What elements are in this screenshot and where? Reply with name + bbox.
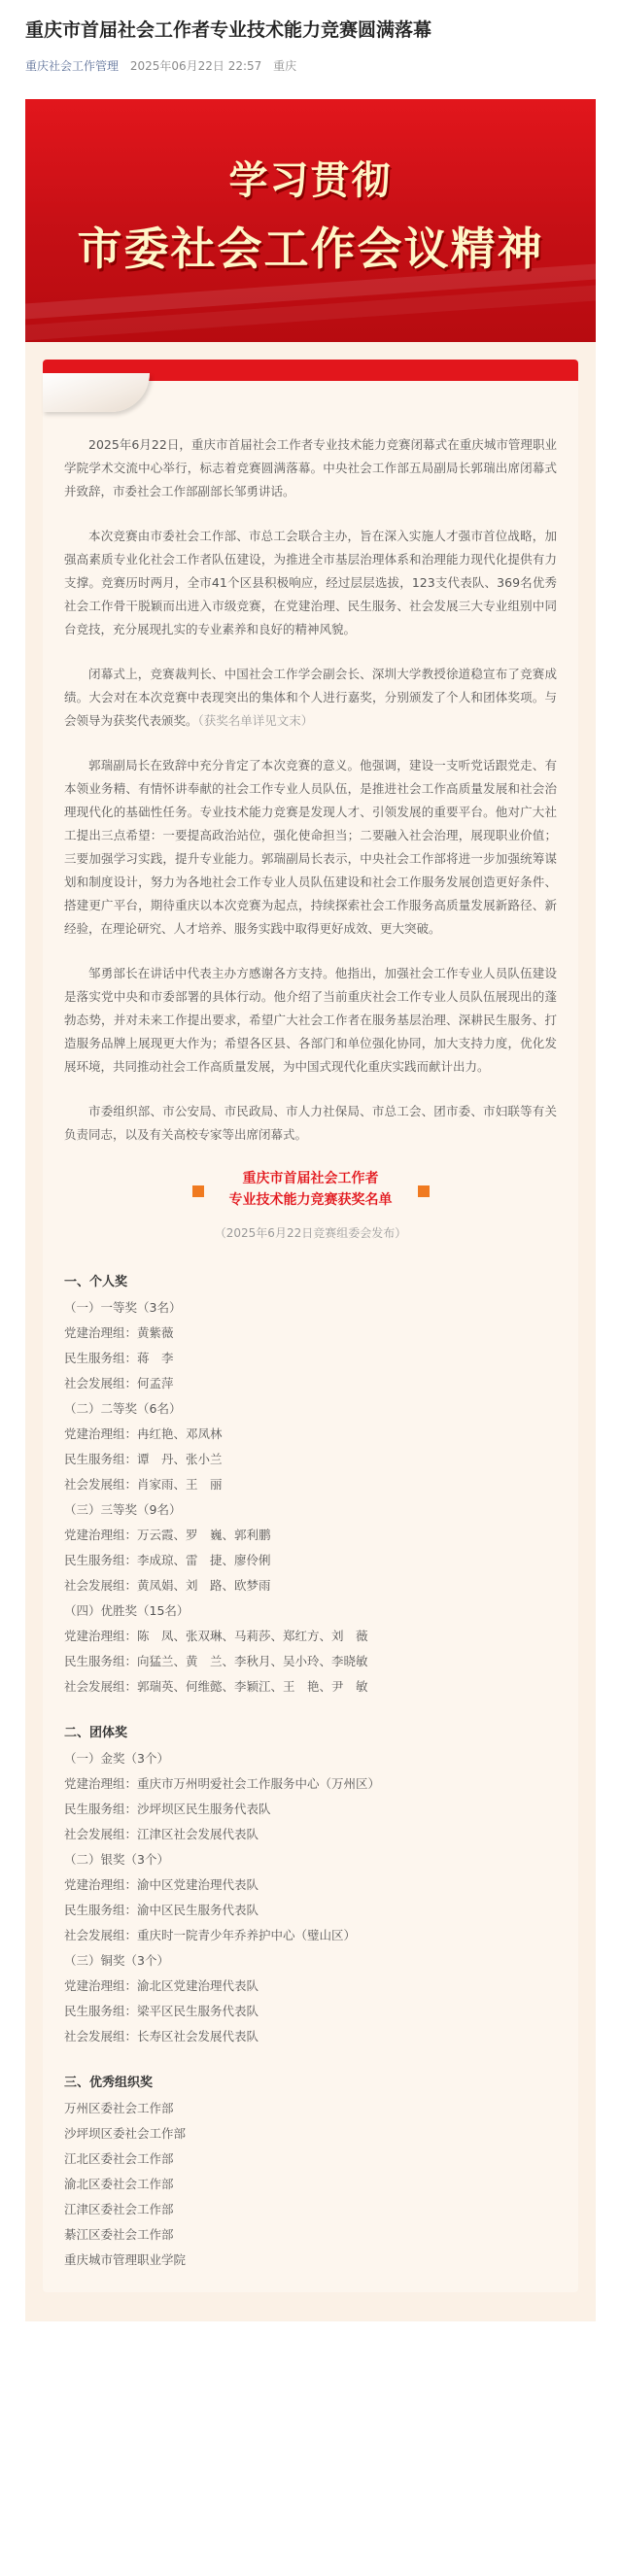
list-item: 社会发展组：长寿区社会发展代表队 (64, 2029, 259, 2044)
list-item: 党建治理组：渝北区党建治理代表队 (64, 1978, 259, 1993)
list-item: 党建治理组：冉红艳、邓凤林 (64, 1426, 223, 1441)
section-heading: 一、个人奖 (64, 1275, 128, 1289)
orange-square-icon (418, 1185, 430, 1197)
award-tier: （四）优胜奖（15名） (64, 1603, 190, 1618)
list-item: 万州区委社会工作部 (64, 2101, 174, 2115)
publish-time: 2025年06月22日 22:57 (129, 59, 262, 73)
award-tier: （三）三等奖（9名） (64, 1502, 182, 1517)
article-meta (25, 57, 596, 74)
award-release-date: （2025年6月22日竞赛组委会发布） (214, 1226, 407, 1240)
section-heading: 三、优秀组织奖 (64, 2076, 154, 2090)
list-item: 沙坪坝区委社会工作部 (64, 2126, 187, 2141)
list-item: 民生服务组：沙坪坝区民生服务代表队 (64, 1802, 271, 1816)
list-item: 民生服务组：梁平区民生服务代表队 (64, 2004, 259, 2018)
award-heading-line-1: 重庆市首届社会工作者 (242, 1171, 379, 1186)
account-name-link[interactable]: 重庆社会工作管理 (25, 59, 120, 73)
list-item: 党建治理组：万云霞、罗 巍、郭利鹏 (64, 1528, 271, 1542)
award-tier: （一）一等奖（3名） (64, 1300, 182, 1315)
award-tier: （三）铜奖（3个） (64, 1953, 169, 1968)
list-item: 江津区委社会工作部 (64, 2202, 174, 2216)
list-item: 綦江区委社会工作部 (64, 2227, 174, 2242)
list-item: 渝北区委社会工作部 (64, 2177, 174, 2191)
paragraph: 市委组织部、市公安局、市民政局、市人力社保局、市总工会、团市委、市妇联等有关负责同志，以及有关高校专家等出席闭幕式。 (64, 1104, 557, 1142)
article-poster (25, 99, 596, 2321)
list-item: 民生服务组：向猛兰、黄 兰、李秋月、吴小玲、李晓敏 (64, 1654, 368, 1668)
list-item: 社会发展组：肖家雨、王 丽 (64, 1477, 223, 1492)
list-item: 社会发展组：何孟萍 (64, 1376, 174, 1391)
publish-location: 重庆 (273, 59, 297, 73)
content-card (43, 360, 578, 2292)
list-item: 党建治理组：渝中区党建治理代表队 (64, 1877, 259, 1892)
paragraph: 本次竞赛由市委社会工作部、市总工会联合主办，旨在深入实施人才强市首位战略，加强高素质专业化社会工作者队伍建设，为推进全市基层治理体系和治理能力现代化提供有力支撑。竞赛历时两月，全市41个区县积极响应，经过层层选拔，123支代表队、369名优秀社会工作骨干脱颖而出进入市级竞赛，在党建治理、民生服务、社会发展三大专业组别中同台竞技，充分展现扎实的专业素养和良好的精神风貌。 (64, 529, 557, 636)
list-item: 党建治理组：陈 凤、张双琳、马莉莎、郑红方、刘 薇 (64, 1629, 368, 1643)
list-item: 社会发展组：江津区社会发展代表队 (64, 1827, 259, 1841)
list-item: 党建治理组：重庆市万州明爱社会工作服务中心（万州区） (64, 1776, 381, 1791)
theme-banner (25, 99, 596, 342)
list-item: 重庆城市管理职业学院 (64, 2252, 187, 2267)
award-tier: （二）二等奖（6名） (64, 1401, 182, 1416)
article-header (0, 0, 621, 74)
list-item: 民生服务组：谭 丹、张小兰 (64, 1452, 223, 1466)
section-heading: 二、团体奖 (64, 1726, 128, 1740)
list-item: 社会发展组：黄凤娟、刘 路、欧梦雨 (64, 1578, 271, 1593)
list-item: 民生服务组：渝中区民生服务代表队 (64, 1903, 259, 1917)
paragraph: 郭瑞副局长在致辞中充分肯定了本次竞赛的意义。他强调，建设一支听党话跟党走、有本领业务精、有情怀讲奉献的社会工作专业人员队伍，是推进社会工作高质量发展和社会治理现代化的基础性任务。专业技术能力竞赛是发现人才、引领发展的重要平台。他对广大社工提出三点希望：一要提高政治站位，强化使命担当；二要融入社会治理，展现职业价值；三要加强学习实践，提升专业能力。郭瑞副局长表示，中央社会工作部将进一步加强统筹谋划和制度设计，努力为各地社会工作专业人员队伍建设和社会工作服务发展创造更好条件、搭建更广平台，期待重庆以本次竞赛为起点，持续探索社会工作服务高质量发展新路径、新经验，在理论研究、人才培养、服务实践中取得更好成效、更大突破。 (64, 758, 557, 936)
list-item: 民生服务组：李成琼、雷 捷、廖伶俐 (64, 1553, 271, 1567)
award-tier: （一）金奖（3个） (64, 1751, 169, 1766)
list-item: 社会发展组：重庆时一院青少年乔养护中心（璧山区） (64, 1928, 357, 1942)
award-tier: （二）银奖（3个） (64, 1852, 169, 1867)
award-heading-line-2: 专业技术能力竞赛获奖名单 (228, 1192, 393, 1208)
banner-headline-2: 市委社会工作会议精神 (77, 223, 544, 275)
award-list-heading (185, 1168, 437, 1211)
paragraph-text: 闭幕式上，竞赛裁判长、中国社会工作学会副会长、深圳大学教授徐道稳宣布了竞赛成绩。大会对在本次竞赛中表现突出的集体和个人进行嘉奖，分别颁发了个人和团体奖项。与会领导为获奖代表颁奖。 (64, 667, 557, 728)
orange-square-icon (192, 1185, 204, 1197)
paragraph: 2025年6月22日，重庆市首届社会工作者专业技术能力竞赛闭幕式在重庆城市管理职业学院学术交流中心举行，标志着竞赛圆满落幕。中央社会工作部五局副局长郭瑞出席闭幕式并致辞，市委社会工作部副部长邹勇讲话。 (64, 437, 557, 498)
list-item: 江北区委社会工作部 (64, 2151, 174, 2166)
paragraph: 邹勇部长在讲话中代表主办方感谢各方支持。他指出，加强社会工作专业人员队伍建设是落实党中央和市委部署的具体行动。他介绍了当前重庆社会工作专业人员队伍展现出的蓬勃态势，并对未来工作提出要求，希望广大社会工作者在服务基层治理、深耕民生服务、打造服务品牌上展现更大作为；希望各区县、各部门和单位强化协同，加大支持力度，优化发展环境，共同推动社会工作高质量发展，为中国式现代化重庆实践而献计出力。 (64, 966, 557, 1074)
award-list (64, 1270, 557, 2273)
card-body (43, 381, 578, 2292)
paragraph (64, 663, 557, 733)
banner-headline-1: 学习贯彻 (228, 158, 393, 203)
award-list-note: （获奖名单详见文末） (197, 713, 314, 728)
list-item: 民生服务组：蒋 李 (64, 1351, 174, 1365)
article-title: 重庆市首届社会工作者专业技术能力竞赛圆满落幕 (25, 19, 432, 41)
list-item: 党建治理组：黄紫薇 (64, 1325, 174, 1340)
list-item: 社会发展组：郭瑞英、何维懿、李颖江、王 艳、尹 敏 (64, 1679, 368, 1694)
